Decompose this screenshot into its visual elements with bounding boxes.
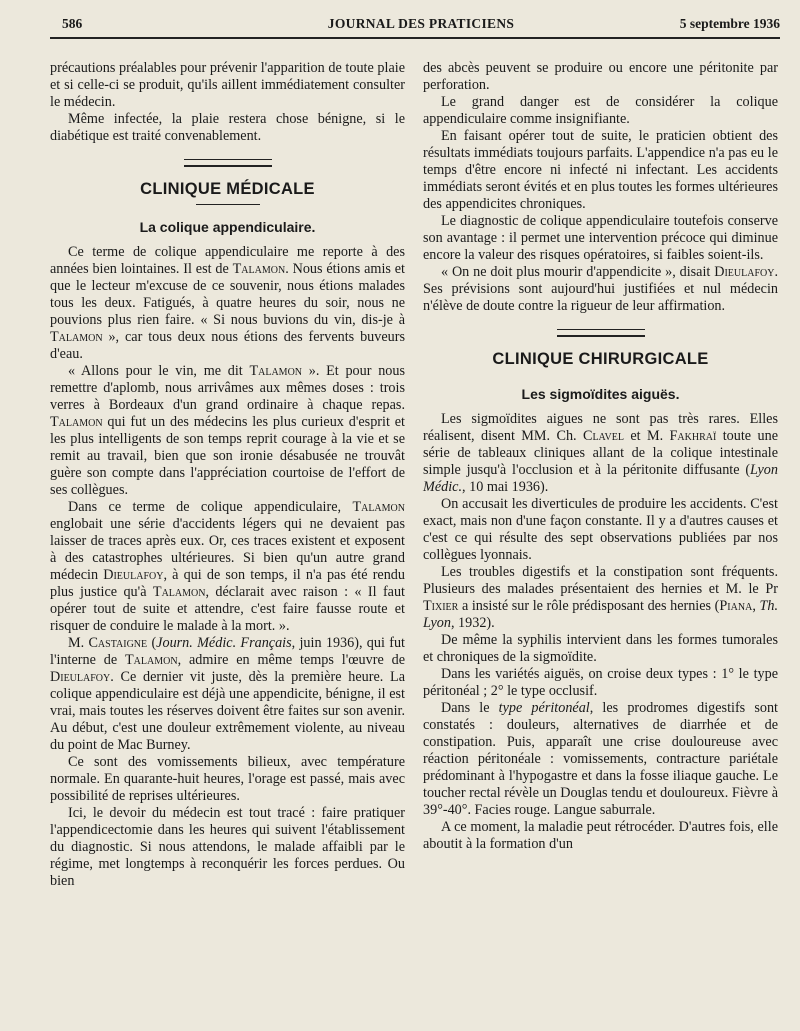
author-name: Clavel	[582, 428, 624, 444]
right-column	[423, 60, 778, 853]
paragraph: De même la syphilis intervient dans les formes tumorales et chroniques de la sigmoïdite.	[423, 632, 778, 665]
emphasis: type péritonéal	[498, 700, 590, 716]
author-name: Talamon	[249, 363, 303, 379]
left-column	[50, 60, 405, 890]
paragraph: A ce moment, la maladie peut rétrocéder. D'autres fois, elle aboutit à la formation d'un	[423, 819, 778, 852]
section-title-clinique-medicale: CLINIQUE MÉDICALE	[140, 180, 315, 198]
author-name: Fakhraï	[669, 428, 717, 444]
author-name: Dieulafoy	[50, 669, 111, 685]
paragraph: Ce sont des vomissements bilieux, avec température normale. En quarante-huit heures, l'orage est passé, mais avec possibilité de reprises ultérieures.	[50, 754, 405, 804]
author-name: Talamon	[152, 584, 206, 600]
paragraph: précautions préalables pour prévenir l'apparition de toute plaie et si celle-ci se produit, qu'ils aillent immédiatement consulter le médecin.	[50, 60, 405, 110]
author-name: Castaigne	[88, 635, 148, 651]
issue-date: 5 septembre 1936	[679, 16, 780, 31]
paragraph: En faisant opérer tout de suite, le praticien obtient des résultats immédiats toujours parfaits. L'appendice n'a pas eu le temps d'être encore ni infecté ni infectant. Les accidents immédiats seront évités et en plus toutes les formes ultérieures des appendicites chroniques.	[423, 128, 778, 212]
journal-title: JOURNAL DES PRATICIENS	[327, 16, 515, 31]
article-subtitle: La colique appendiculaire.	[139, 219, 316, 235]
title-underline	[196, 204, 260, 205]
citation: Th. Lyon	[423, 598, 779, 631]
paragraph: Les troubles digestifs et la constipation sont fréquents. Plusieurs des malades présentaient des hernies et M. le Pr Tixier a insisté sur le rôle prédisposant des hernies (Piana, Th. Lyon, 1932).	[423, 564, 779, 631]
paragraph: Ce terme de colique appendiculaire me reporte à des années bien lointaines. Il est de Talamon. Nous étions amis et que le lecteur m'excuse de ce souvenir, nous étions malades tous les deux. Fatigués, à quatre heures du soir, nous ne pouvions plus rien faire. « Si nous buvions du vin, dis-je à Talamon », car tous deux nous étions des fervents buveurs d'eau.	[50, 244, 405, 362]
paragraph: M. Castaigne (Journ. Médic. Français, juin 1936), qui fut l'interne de Talamon, admire en même temps l'œuvre de Dieulafoy. Ce dernier vit juste, dès la première heure. La colique appendiculaire est déjà une appendicite, bénigne, il est vrai, mais toutes les réserves doivent être faites sur son avenir. Au début, c'est une douleur extrêmement violente, au niveau du point de Mac Burney.	[50, 635, 405, 753]
paragraph: Les sigmoïdites aigues ne sont pas très rares. Elles réalisent, disent MM. Ch. Clavel et M. Fakhraï toute une série de tableaux cliniques allant de la colique intestinale simple jusqu'à l'occlusion et à la péritonite diffusante (Lyon Médic., 10 mai 1936).	[423, 411, 778, 495]
header-rule	[50, 37, 780, 39]
author-name: Talamon	[50, 414, 103, 430]
citation: Journ. Médic. Français	[156, 635, 292, 651]
section-separator	[557, 329, 645, 337]
paragraph: Dans les variétés aiguës, on croise deux types : 1° le type péritonéal ; 2° le type occlusif.	[423, 666, 778, 699]
author-name: Dieulafoy	[103, 567, 164, 583]
paragraph: Le grand danger est de considérer la colique appendiculaire comme insignifiante.	[423, 94, 778, 127]
paragraph: On accusait les diverticules de produire les accidents. C'est exact, mais non d'une façon constante. Il y a d'autres causes et c'est ce qui résulte des sept observations publiées par nos collègues lyonnais.	[423, 496, 778, 563]
author-name: Piana	[719, 598, 753, 614]
section-separator	[184, 159, 272, 167]
section-title-clinique-chirurgicale: CLINIQUE CHIRURGICALE	[492, 350, 709, 368]
paragraph: Le diagnostic de colique appendiculaire toutefois conserve son avantage : il permet une intervention précoce qui diminue encore la valeur des risques opératoires, si faibles soient-ils.	[423, 213, 778, 263]
paragraph: Ici, le devoir du médecin est tout tracé : faire pratiquer l'appendicectomie dans les heures qui suivent l'établissement du diagnostic. Si nous attendons, le malade affaibli par le régime, met longtemps à reconquérir les forces perdues. Ou bien	[50, 805, 405, 889]
paragraph: « On ne doit plus mourir d'appendicite », disait Dieulafoy. Ses prévisions sont aujourd'hui justifiées et nul médecin n'élève de doute contre la rigueur de leur affirmation.	[423, 264, 778, 314]
author-name: Tixier	[423, 598, 459, 614]
citation: Lyon Médic.	[423, 462, 778, 495]
author-name: Talamon	[125, 652, 178, 668]
author-name: Talamon	[232, 261, 286, 277]
paragraph: « Allons pour le vin, me dit Talamon ». Et pour nous remettre d'aplomb, nous arrivâmes aux mêmes doses : trois verres à Bordeaux d'un grand ordinaire à chaque repas. Talamon qui fut un des médecins les plus curieux d'esprit et les plus intelligents de son temps reprit courage à la vie et se remit au travail, bien que son ironie désabusée ne trouvât guère son compte dans l'appréciation courtoise de l'effort de ses collègues.	[50, 363, 405, 498]
page-number: 586	[62, 16, 83, 31]
author-name: Talamon	[50, 329, 103, 345]
paragraph: des abcès peuvent se produire ou encore une péritonite par perforation.	[423, 60, 778, 93]
article-subtitle: Les sigmoïdites aiguës.	[521, 386, 680, 402]
paragraph: Même infectée, la plaie restera chose bénigne, si le diabétique est traité convenablement.	[50, 111, 405, 144]
paragraph: Dans le type péritonéal, les prodromes digestifs sont constatés : douleurs, alternatives de diarrhée et de constipation. Puis, apparaît une crise douloureuse avec réaction péritonéale : vomissements, contracture pariétale prédominant à l'hypogastre et dans la fosse iliaque gauche. Le toucher rectal révèle un Douglas tendu et douloureux. Fièvre à 39°-40°. Facies rouge. Langue saburrale.	[423, 700, 778, 818]
author-name: Dieulafoy	[714, 264, 775, 280]
page-header	[62, 16, 780, 38]
paragraph: Dans ce terme de colique appendiculaire, Talamon englobait une série d'accidents légers qui ne devaient pas laisser de traces après eux. Or, ces traces existent et exposent à des catastrophes ultérieures. Si bien qu'un autre grand médecin Dieulafoy, à qui de son temps, il n'a pas été rendu plus justice qu'à Talamon, déclarait avec raison : « Il faut opérer tout de suite et attendre, c'est faire fausse route et risquer de conduire le malade à la mort. ».	[50, 499, 405, 634]
author-name: Talamon	[352, 499, 405, 515]
